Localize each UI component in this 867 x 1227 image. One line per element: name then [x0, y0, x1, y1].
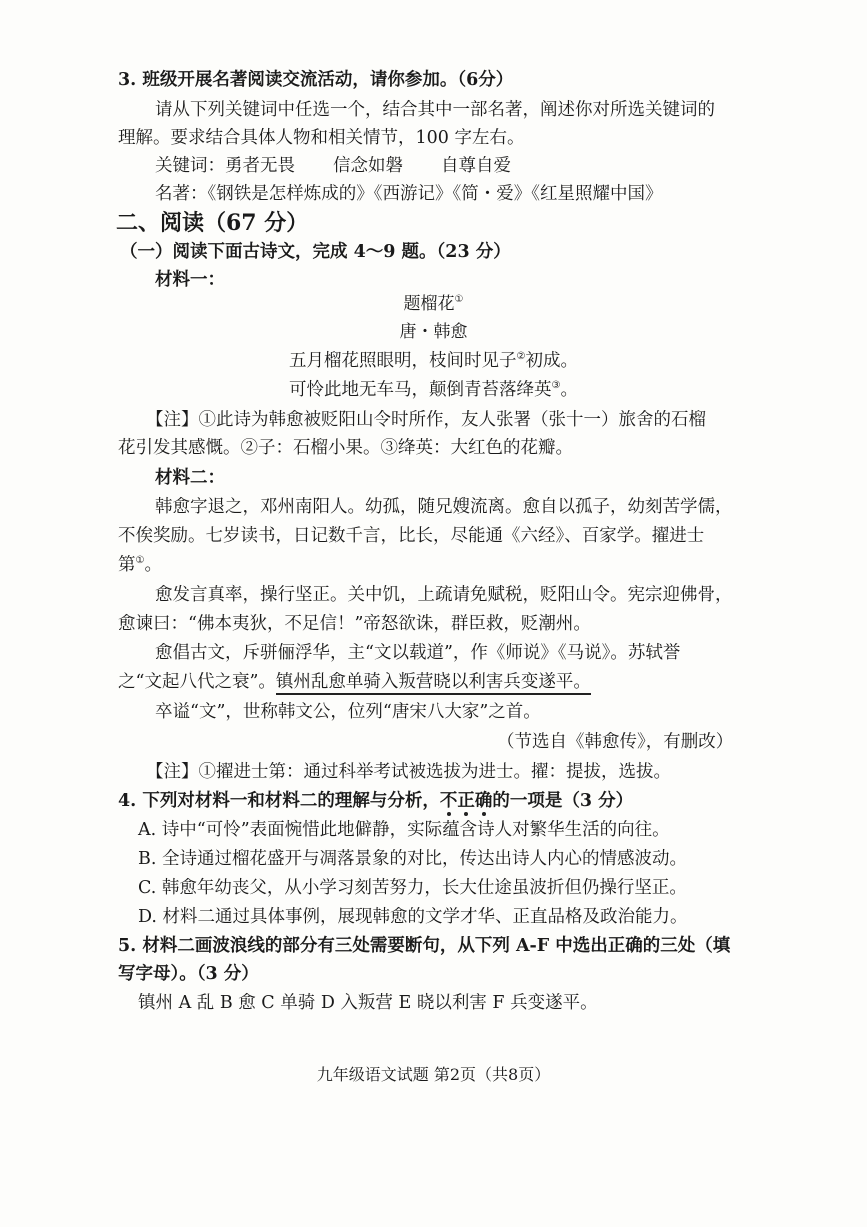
q3-keywords — [155, 154, 511, 178]
emphasis-char-2: 正 — [457, 791, 475, 811]
m2-source: （节选自《韩愈传》，有删改） — [497, 732, 734, 752]
m2-p4-line1: 卒谥“文”，世称韩文公，位列“唐宋八大家”之首。 — [155, 702, 541, 722]
q4-option-b: B. 全诗通过榴花盛开与凋落景象的对比，传达出诗人内心的情感波动。 — [138, 849, 687, 869]
poem-line1-note-mark: ② — [516, 351, 526, 362]
q3-para-line2: 理解。要求结合具体人物和相关情节，100 字左右。 — [118, 128, 525, 148]
keywords-label: 关键词： — [155, 156, 225, 176]
keyword-2: 信念如磐 — [333, 156, 403, 176]
q3-works: 名著：《钢铁是怎样炼成的》《西游记》《简・爱》《红星照耀中国》 — [155, 184, 663, 204]
page-footer: 九年级语文试题 第2页（共8页） — [316, 1065, 551, 1084]
emphasis-char-1: 不 — [439, 791, 458, 811]
keyword-1: 勇者无畏 — [225, 156, 295, 176]
q4-option-d: D. 材料二通过具体事例，展现韩愈的文学才华、正直品格及政治能力。 — [138, 907, 688, 927]
poem-author: 唐・韩愈 — [399, 322, 468, 342]
q4-option-a: A. 诗中“可怜”表面惋惜此地僻静，实际蕴含诗人对繁华生活的向往。 — [138, 820, 670, 840]
q4-option-c: C. 韩愈年幼丧父，从小学习刻苦努力，长大仕途虽波折但仍操行坚正。 — [138, 878, 687, 898]
poem-title-note-mark: ① — [454, 294, 464, 305]
m2-p1-line2: 不俟奖励。七岁读书，日记数千言，比长，尽能通《六经》、百家学。擢进士 — [118, 526, 705, 546]
material1-label: 材料一： — [155, 270, 225, 290]
q3-para-line1: 请从下列关键词中任选一个，结合其中一部名著，阐述你对所选关键词的 — [155, 100, 715, 120]
wavy-underlined-sentence: 镇州乱愈单骑入叛营晓以利害兵变遂平。 — [276, 672, 591, 695]
material2-label: 材料二： — [155, 468, 225, 488]
m2-p1-line3: 第①。 — [118, 555, 162, 575]
q4-title: 4. 下列对材料一和材料二的理解与分析，不正确的一项是（3 分） — [118, 791, 634, 811]
m2-note-mark: ① — [135, 555, 145, 566]
m2-p3-line2: 之“文起八代之衰”。镇州乱愈单骑入叛营晓以利害兵变遂平。 — [118, 670, 591, 694]
q5-line: 镇州 A 乱 B 愈 C 单骑 D 入叛营 E 晓以利害 F 兵变遂平。 — [138, 993, 598, 1013]
m2-p3-line1: 愈倡古文，斥骈俪浮华，主“文以载道”，作《师说》《马说》。苏轼誉 — [155, 643, 681, 663]
q5-title-line2: 写字母）。（3 分） — [118, 964, 259, 984]
note2: 【注】①擢进士第：通过科举考试被选拔为进士。擢：提拔，选拔。 — [146, 762, 671, 782]
emphasis-char-3: 确 — [474, 791, 493, 811]
keyword-3: 自尊自爱 — [441, 156, 511, 176]
poem-title: 题榴花① — [403, 294, 464, 314]
m2-p2-line1: 愈发言真率，操行坚正。关中饥，上疏请免赋税，贬阳山令。宪宗迎佛骨， — [155, 585, 733, 605]
m2-p2-line2: 愈谏曰：“佛本夷狄，不足信！”帝怒欲诛，群臣救，贬潮州。 — [118, 614, 591, 634]
m2-p1-line1: 韩愈字退之，邓州南阳人。幼孤，随兄嫂流离。愈自以孤子，幼刻苦学儒， — [155, 497, 733, 517]
poem-line2-note-mark: ③ — [551, 380, 561, 391]
section2-sub1: （一）阅读下面古诗文，完成 4～9 题。（23 分） — [120, 242, 511, 262]
note1-line1: 【注】①此诗为韩愈被贬阳山令时所作，友人张署（张十一）旅舍的石榴 — [146, 410, 706, 430]
poem-line-1: 五月榴花照眼明，枝间时见子②初成。 — [289, 351, 578, 371]
q5-title-line1: 5. 材料二画波浪线的部分有三处需要断句，从下列 A-F 中选出正确的三处（填 — [118, 936, 731, 956]
q3-title: 3. 班级开展名著阅读交流活动，请你参加。（6分） — [118, 70, 514, 90]
note1-line2: 花引发其感慨。②子：石榴小果。③绛英：大红色的花瓣。 — [118, 438, 573, 458]
section2-heading: 二、阅读（67 分） — [116, 210, 309, 236]
poem-line-2: 可怜此地无车马，颠倒青苔落绛英③。 — [289, 380, 578, 400]
